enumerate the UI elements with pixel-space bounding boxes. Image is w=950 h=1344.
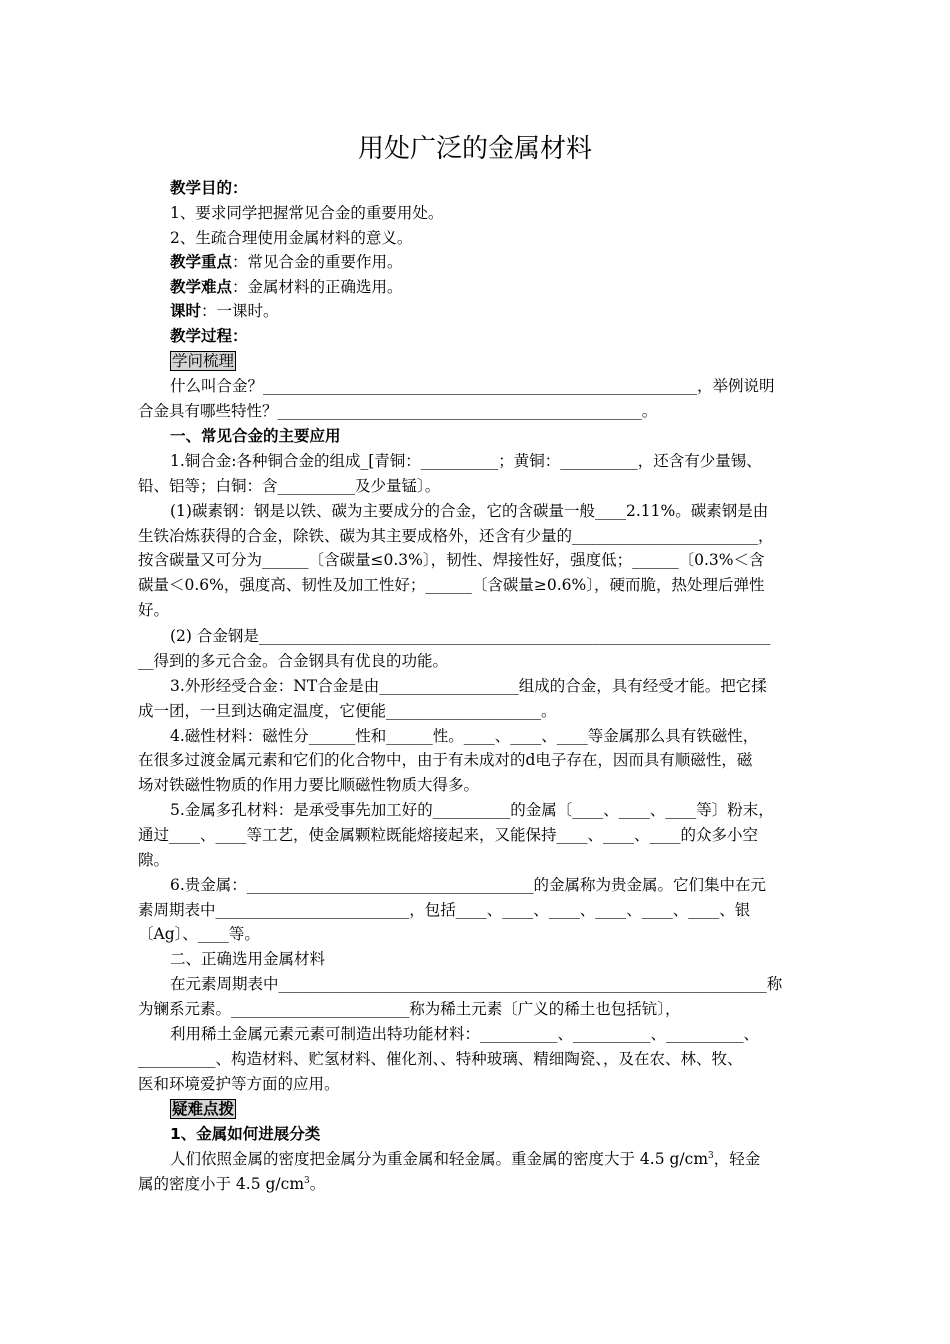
text-line: 在很多过渡金属元素和它们的化合物中，由于有未成对的d电子存在，因而具有顺磁性，磁 [138,751,753,769]
text-line: 4.磁性材料：磁性分______性和______性。____、____、____等金属那么具有铁磁性， [170,727,759,745]
page-title: 用处广泛的金属材料 [357,134,592,164]
text-line: 〔Ag〕、____等。 [138,925,260,943]
section2-heading: 二、正确选用金属材料 [170,950,326,968]
text-line: 合金具有哪些特性？_______________________________________________。 [138,402,658,420]
text-line: 为镧系元素。_______________________称为稀土元素〔广义的稀土也包括钪〕， [138,1000,681,1018]
text-line: 碳量＜0.6%，强度高、韧性及加工性好；______〔含碳量≥0.6%〕，硬而脆，热处理后弹性 [138,576,765,594]
key-point-line: 教学重点：常见合金的重要作用。 [170,253,403,271]
subheading-classification: 1、金属如何进展分类 [170,1125,321,1143]
text-line: 1.铜合金:各种铜合金的组成_[青铜：__________；黄铜：__________，还含有少量锡、 [170,452,762,470]
hours-line: 课时：一课时。 [170,302,279,320]
difficulty-label: 教学难点 [170,278,233,296]
difficulty-guide-box: 疑难点拨 [172,1100,235,1118]
text-line: 生铁冶炼获得的合金，除铁、碳为其主要成格外，还含有少量的________________________， [138,527,774,545]
difficulty-guide-line [170,1097,850,1121]
text-line: 属的密度小于 4.5 $g/cm^3$。 [138,1175,326,1193]
objectives-heading: 教学目的： [170,179,248,197]
text-line: 5.金属多孔材料：是承受事先加工好的__________的金属〔____、____、____等〕粉末， [170,801,774,819]
text-line: 什么叫合金？________________________________________________________，举例说明 [170,377,775,395]
text-line: 医和环境爱护等方面的应用。 [138,1075,340,1093]
text-line: __得到的多元合金。合金钢具有优良的功能。 [138,652,449,670]
text-line: 成一团，一旦到达确定温度，它便能____________________。 [138,702,557,720]
text-line: 隙。 [138,851,170,869]
text-line: 通过____、____等工艺，使金属颗粒既能熔接起来，又能保持____、____、____的众多小空 [138,826,759,844]
hours-label: 课时 [170,302,202,320]
objective-2: 2、生疏合理使用金属材料的意义。 [170,229,413,247]
knowledge-review-line [170,349,850,373]
key-point-label: 教学重点 [170,253,233,271]
text-line: (2) 合金钢是__________________________________________________________________ [170,627,771,645]
text-line: 在元素周期表中_______________________________________________________________称 [170,975,783,993]
text-line: 按含碳量又可分为______〔含碳量≤0.3%〕，韧性、焊接性好，强度低；______〔0.3%＜含 [138,551,765,569]
knowledge-review-box: 学问梳理 [172,352,235,370]
text-line: 人们依照金属的密度把金属分为重金属和轻金属。重金属的密度大于 4.5 $g/cm^3$，轻金 [170,1150,761,1168]
text-line: 好。 [138,601,170,619]
objective-1: 1、要求同学把握常见合金的重要用处。 [170,204,444,222]
section1-heading: 一、常见合金的主要应用 [170,427,341,445]
text-line: 6.贵金属：_____________________________________的金属称为贵金属。它们集中在元 [170,876,767,894]
difficulty-line: 教学难点：金属材料的正确选用。 [170,278,403,296]
text-line: 利用稀土金属元素元素可制造出特功能材料：__________、__________、__________、 [170,1025,760,1043]
text-line: __________、构造材料、贮氢材料、催化剂、、特种玻璃、精细陶瓷、，及在农、林、牧、 [138,1050,743,1068]
text-line: 3.外形经受合金：NT合金是由__________________组成的合金，具有经受才能。把它揉 [170,677,767,695]
process-heading: 教学过程： [170,327,248,345]
text-line: 铅、铝等；白铜：含__________及少量锰〕。 [138,477,441,495]
text-line: 素周期表中_________________________，包括____、____、____、____、____、____、银 [138,901,751,919]
text-line: 场对铁磁性物质的作用力要比顺磁性物质大得多。 [138,776,480,794]
text-line: (1)碳素钢：钢是以铁、碳为主要成分的合金，它的含碳量一般____2.11%。碳素钢是由 [170,502,769,520]
